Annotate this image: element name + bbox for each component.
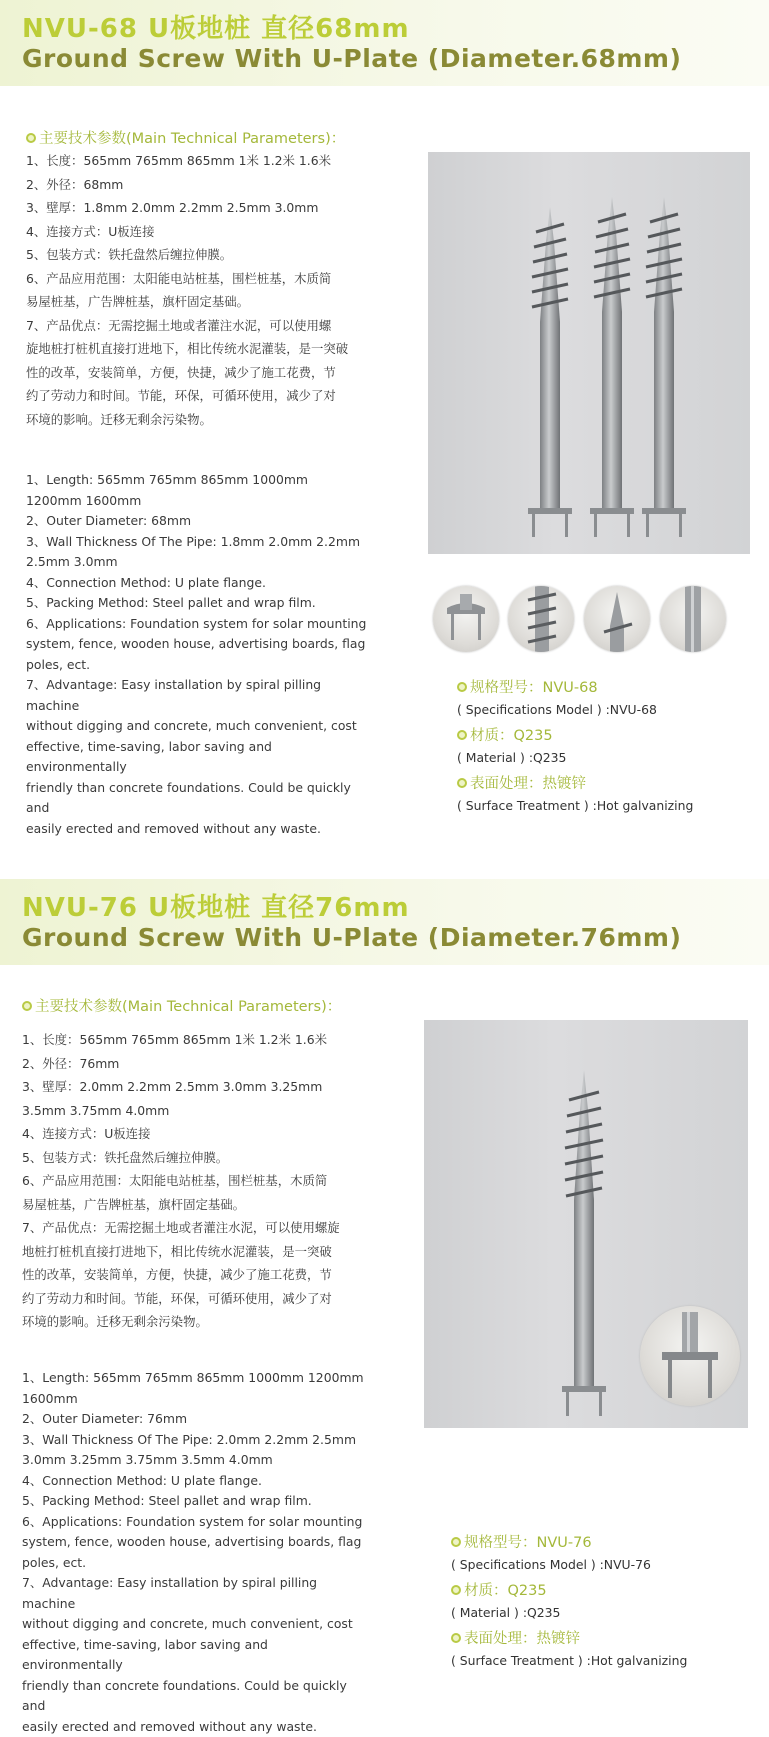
spec-surface-label: 表面处理：热镀锌 [451, 1627, 751, 1648]
bullet-icon [22, 1001, 32, 1011]
list-item: 7、Advantage: Easy installation by spiral pilling machine [26, 675, 371, 716]
list-item: 约了劳动力和时间。节能，环保，可循环使用，减少了对 [22, 1287, 367, 1311]
list-item: 3、壁厚：2.0mm 2.2mm 2.5mm 3.0mm 3.25mm [22, 1075, 367, 1099]
list-item: 5、包装方式：铁托盘然后缠拉伸膜。 [26, 243, 371, 267]
list-item: 4、Connection Method: U plate flange. [26, 573, 371, 594]
list-item: 6、产品应用范围：太阳能电站桩基，围栏桩基，木质简 [26, 267, 371, 291]
spec-surface-label: 表面处理：热镀锌 [457, 772, 757, 793]
spec-material-value: ( Material ) :Q235 [451, 1605, 751, 1620]
ground-screw-illustration [428, 152, 750, 554]
list-item: effective, time-saving, labor saving and environmentally [26, 737, 371, 778]
chinese-parameter-list [26, 149, 371, 431]
detail-thumb-helix [508, 586, 574, 652]
list-item: easily erected and removed without any waste. [26, 819, 371, 840]
u-plate-icon [433, 586, 499, 652]
list-item: 7、产品优点：无需挖掘土地或者灌注水泥，可以使用螺 [26, 314, 371, 338]
list-item: 2、外径：68mm [26, 173, 371, 197]
title-chinese: NVU-68 U板地桩 直径68mm [22, 8, 410, 45]
list-item: 性的改革，安装简单，方便，快捷，减少了施工花费，节 [26, 361, 371, 385]
list-item: 4、Connection Method: U plate flange. [22, 1471, 367, 1492]
spec-surface-value: ( Surface Treatment ) :Hot galvanizing [457, 798, 757, 813]
params-heading-text: 主要技术参数(Main Technical Parameters)： [39, 131, 345, 147]
list-item: 1、Length: 565mm 765mm 865mm 1000mm 1200mm [22, 1368, 367, 1389]
bullet-icon [451, 1585, 461, 1595]
list-item: 5、Packing Method: Steel pallet and wrap film. [26, 593, 371, 614]
list-item: 旋地桩打桩机直接打进地下，相比传统水泥灌装，是一突破 [26, 337, 371, 361]
product-section-nvu-68 [0, 0, 769, 865]
list-item: 1、长度：565mm 765mm 865mm 1米 1.2米 1.6米 [26, 149, 371, 173]
list-item: without digging and concrete, much convenient, cost [26, 716, 371, 737]
list-item: 性的改革，安装简单，方便，快捷，减少了施工花费，节 [22, 1263, 367, 1287]
spec-block [457, 676, 757, 820]
list-item: system, fence, wooden house, advertising boards, flag [22, 1532, 367, 1553]
spec-material-label: 材质：Q235 [451, 1579, 751, 1600]
english-parameter-list [26, 470, 371, 839]
list-item: easily erected and removed without any waste. [22, 1717, 367, 1737]
title-banner [0, 879, 769, 965]
list-item: 2、Outer Diameter: 68mm [26, 511, 371, 532]
list-item: 约了劳动力和时间。节能，环保，可循环使用，减少了对 [26, 384, 371, 408]
list-item: 2、外径：76mm [22, 1052, 367, 1076]
list-item: 6、产品应用范围：太阳能电站桩基，围栏桩基，木质简 [22, 1169, 367, 1193]
list-item: 环境的影响。迁移无剩余污染物。 [26, 408, 371, 432]
params-heading-text: 主要技术参数(Main Technical Parameters)： [35, 999, 341, 1015]
list-item: 3.5mm 3.75mm 4.0mm [22, 1099, 367, 1123]
list-item: 6、Applications: Foundation system for solar mounting [26, 614, 371, 635]
spec-model-value: ( Specifications Model ) :NVU-68 [457, 702, 757, 717]
list-item: 2、Outer Diameter: 76mm [22, 1409, 367, 1430]
product-photo-three-screws [428, 152, 750, 554]
title-english: Ground Screw With U-Plate (Diameter.68mm) [22, 44, 681, 73]
spec-material-label: 材质：Q235 [457, 724, 757, 745]
spec-model-value: ( Specifications Model ) :NVU-76 [451, 1557, 751, 1572]
bullet-icon [457, 682, 467, 692]
spec-surface-value: ( Surface Treatment ) :Hot galvanizing [451, 1653, 751, 1668]
list-item: 4、连接方式：U板连接 [26, 220, 371, 244]
list-item: friendly than concrete foundations. Could be quickly and [26, 778, 371, 819]
list-item: poles, ect. [26, 655, 371, 676]
list-item: effective, time-saving, labor saving and environmentally [22, 1635, 367, 1676]
bullet-icon [457, 730, 467, 740]
list-item: 4、连接方式：U板连接 [22, 1122, 367, 1146]
bullet-icon [451, 1537, 461, 1547]
pipe-icon [660, 586, 726, 652]
list-item: without digging and concrete, much convenient, cost [22, 1614, 367, 1635]
list-item: 5、包装方式：铁托盘然后缠拉伸膜。 [22, 1146, 367, 1170]
list-item: 易屋桩基，广告牌桩基，旗杆固定基础。 [22, 1193, 367, 1217]
list-item: 3、壁厚：1.8mm 2.0mm 2.2mm 2.5mm 3.0mm [26, 196, 371, 220]
params-heading [26, 127, 345, 148]
spec-model-label: 规格型号：NVU-76 [451, 1531, 751, 1552]
params-heading [22, 995, 341, 1016]
spec-model-label: 规格型号：NVU-68 [457, 676, 757, 697]
list-item: 3、Wall Thickness Of The Pipe: 2.0mm 2.2mm 2.5mm [22, 1430, 367, 1451]
list-item: 易屋桩基，广告牌桩基，旗杆固定基础。 [26, 290, 371, 314]
u-plate-icon [640, 1306, 740, 1406]
detail-thumb-u-plate [640, 1306, 740, 1406]
english-parameter-list [22, 1368, 367, 1737]
list-item: poles, ect. [22, 1553, 367, 1574]
spec-block [451, 1531, 751, 1675]
list-item: 3、Wall Thickness Of The Pipe: 1.8mm 2.0mm 2.2mm [26, 532, 371, 553]
detail-thumb-u-plate [433, 586, 499, 652]
list-item: 2.5mm 3.0mm [26, 552, 371, 573]
list-item: 5、Packing Method: Steel pallet and wrap film. [22, 1491, 367, 1512]
title-english: Ground Screw With U-Plate (Diameter.76mm) [22, 923, 681, 952]
list-item: 3.0mm 3.25mm 3.75mm 3.5mm 4.0mm [22, 1450, 367, 1471]
detail-thumb-tip [584, 586, 650, 652]
bullet-icon [26, 133, 36, 143]
bullet-icon [451, 1633, 461, 1643]
list-item: 1、Length: 565mm 765mm 865mm 1000mm [26, 470, 371, 491]
title-banner [0, 0, 769, 86]
list-item: 1200mm 1600mm [26, 491, 371, 512]
list-item: 1、长度：565mm 765mm 865mm 1米 1.2米 1.6米 [22, 1028, 367, 1052]
list-item: 7、产品优点：无需挖掘土地或者灌注水泥，可以使用螺旋 [22, 1216, 367, 1240]
helix-icon [508, 586, 574, 652]
chinese-parameter-list [22, 1028, 367, 1334]
spec-material-value: ( Material ) :Q235 [457, 750, 757, 765]
detail-thumb-pipe [660, 586, 726, 652]
bullet-icon [457, 778, 467, 788]
list-item: 地桩打桩机直接打进地下，相比传统水泥灌装，是一突破 [22, 1240, 367, 1264]
list-item: 7、Advantage: Easy installation by spiral pilling machine [22, 1573, 367, 1614]
list-item: 环境的影响。迁移无剩余污染物。 [22, 1310, 367, 1334]
list-item: system, fence, wooden house, advertising boards, flag [26, 634, 371, 655]
screw-tip-icon [584, 586, 650, 652]
list-item: 6、Applications: Foundation system for solar mounting [22, 1512, 367, 1533]
list-item: friendly than concrete foundations. Could be quickly and [22, 1676, 367, 1717]
list-item: 1600mm [22, 1389, 367, 1410]
title-chinese: NVU-76 U板地桩 直径76mm [22, 887, 410, 924]
product-section-nvu-76 [0, 865, 769, 1719]
